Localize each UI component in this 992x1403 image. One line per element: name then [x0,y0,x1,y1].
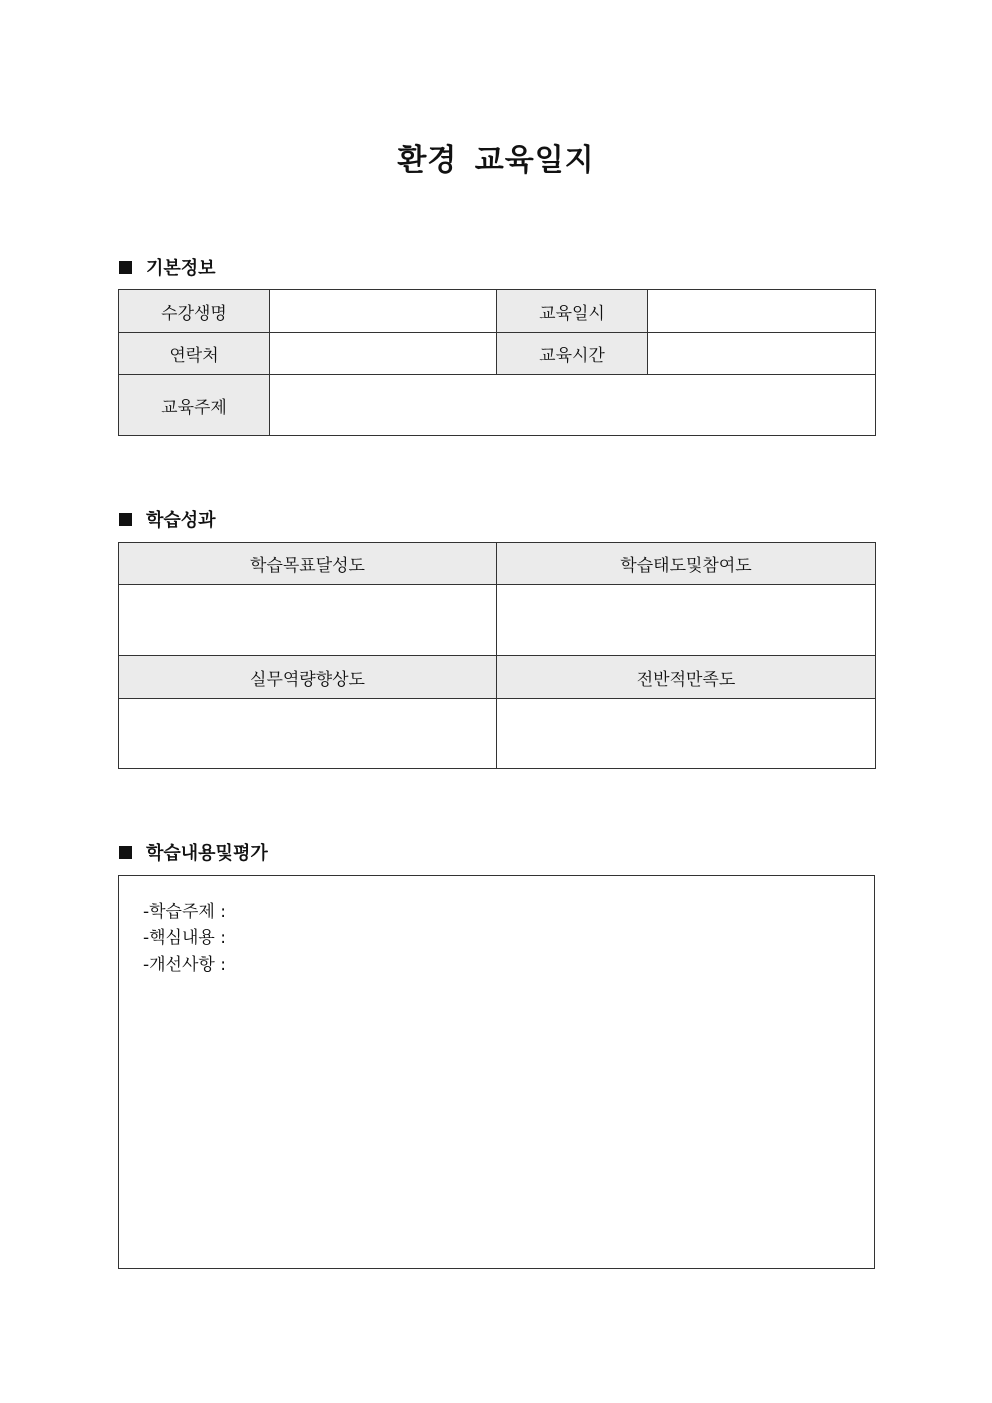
note-line-improvements: -개선사항 : [143,955,226,975]
contact-field[interactable] [270,333,497,375]
contact-label: 연락처 [119,333,270,375]
student-name-label: 수강생명 [119,290,270,333]
topic-label: 교육주제 [119,375,270,436]
basic-info-table [118,289,876,436]
practical-label: 실무역량향상도 [119,656,497,699]
attitude-field[interactable] [497,585,876,656]
content-heading-text: 학습내용및평가 [146,843,268,864]
square-bullet-icon [119,261,132,274]
note-line-key-content: -핵심내용 : [143,928,226,948]
student-name-field[interactable] [270,290,497,333]
content-heading [119,839,268,865]
satisfaction-label: 전반적만족도 [497,656,876,699]
topic-field[interactable] [270,375,876,436]
edu-date-field[interactable] [648,290,876,333]
note-line-topic: -학습주제 : [143,902,226,922]
page-title: 환경 교육일지 [397,143,595,178]
square-bullet-icon [119,846,132,859]
content-notes-box[interactable] [118,875,875,1269]
results-heading [119,506,216,532]
results-table [118,542,876,769]
results-heading-text: 학습성과 [146,510,216,531]
edu-time-field[interactable] [648,333,876,375]
attitude-label: 학습태도및참여도 [497,543,876,585]
basic-info-heading-text: 기본정보 [146,258,216,279]
goal-field[interactable] [119,585,497,656]
edu-date-label: 교육일시 [497,290,648,333]
edu-time-label: 교육시간 [497,333,648,375]
practical-field[interactable] [119,699,497,769]
satisfaction-field[interactable] [497,699,876,769]
square-bullet-icon [119,513,132,526]
basic-info-heading [119,254,216,280]
goal-label: 학습목표달성도 [119,543,497,585]
